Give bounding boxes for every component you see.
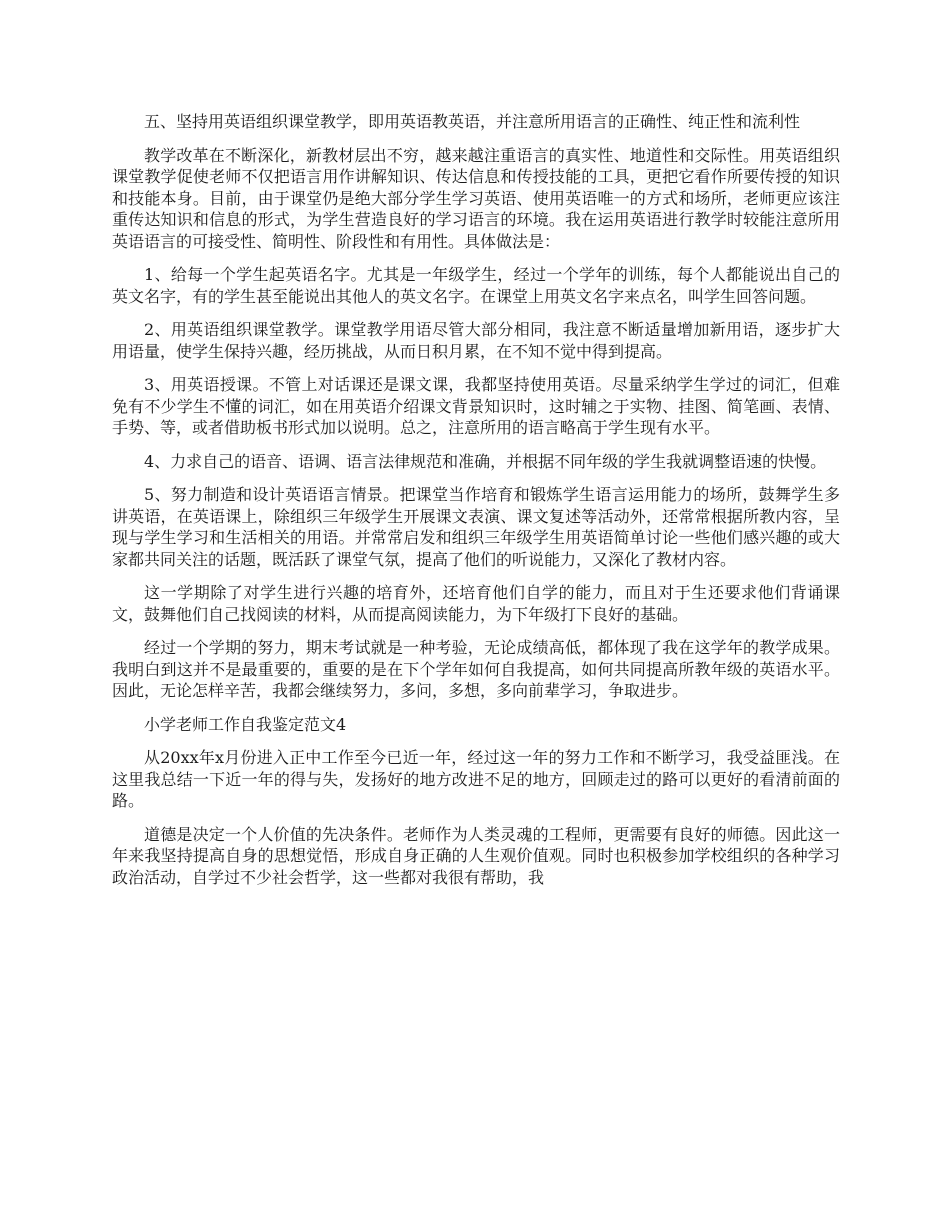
article-title-4: 小学老师工作自我鉴定范文4 [144,714,347,734]
paragraph-exam-results: 经过一个学期的努力，期末考试就是一种考验，无论成绩高低，都体现了我在这学年的教学成果。我明白到这并不是最重要的，重要的是在下个学年如何自我提高，如何共同提高所教年级的英语水平。因此，无论怎样辛苦，我都会继续努力，多问，多想，多向前辈学习，争取进步。 [112,638,840,700]
document-page [112,111,840,900]
paragraph-teaching-reform: 教学改革在不断深化，新教材层出不穷，越来越注重语言的真实性、地道性和交际性。用英语组织课堂教学促使老师不仅把语言用作讲解知识、传达信息和传授技能的工具，更把它看作所要传授的知识和技能本身。目前，由于课堂仍是绝大部分学生学习英语、使用英语唯一的方式和场所，老师更应该注重传达知识和信息的形式，为学生营造良好的学习语言的环境。我在运用英语进行教学时较能注意所用英语语言的可接受性、简明性、阶段性和有用性。具体做法是： [112,145,840,251]
paragraph-item-1: 1、给每一个学生起英语名字。尤其是一年级学生，经过一个学年的训练，每个人都能说出自己的英文名字，有的学生甚至能说出其他人的英文名字。在课堂上用英文名字来点名，叫学生回答问题。 [112,265,840,306]
paragraph-semester-summary: 这一学期除了对学生进行兴趣的培育外，还培育他们自学的能力，而且对于生还要求他们背诵课文，鼓舞他们自己找阅读的材料，从而提高阅读能力，为下年级打下良好的基础。 [112,583,840,624]
paragraph-item-4: 4、力求自己的语音、语调、语言法律规范和准确，并根据不同年级的学生我就调整语速的快慢。 [144,451,827,471]
section-heading-five: 五、坚持用英语组织课堂教学，即用英语教英语，并注意所用语言的正确性、纯正性和流利性 [144,112,801,131]
paragraph-morality: 道德是决定一个人价值的先决条件。老师作为人类灵魂的工程师，更需要有良好的师德。因此这一年来我坚持提高自身的思想觉悟，形成自身正确的人生观价值观。同时也积极参加学校组织的各种学习政治活动，自学过不少社会哲学，这一些都对我很有帮助，我 [112,824,840,887]
paragraph-one-year-review: 从20xx年x月份进入正中工作至今已近一年，经过这一年的努力工作和不断学习，我受益匪浅。在这里我总结一下近一年的得与失，发扬好的地方改进不足的地方，回顾走过的路可以更好的看清前面的路。 [112,748,840,810]
paragraph-item-2: 2、用英语组织课堂教学。课堂教学用语尽管大部分相同，我注意不断适量增加新用语，逐步扩大用语量，使学生保持兴趣，经历挑战，从而日积月累，在不知不觉中得到提高。 [112,320,840,361]
paragraph-item-5: 5、努力制造和设计英语语言情景。把课堂当作培育和锻炼学生语言运用能力的场所，鼓舞学生多讲英语，在英语课上，除组织三年级学生开展课文表演、课文复述等活动外，还常常根据所教内容，呈现与学生学习和生活相关的用语。并常常启发和组织三年级学生用英语简单讨论一些他们感兴趣的或大家都共同关注的话题，既活跃了课堂气氛，提高了他们的听说能力，又深化了教材内容。 [112,485,840,569]
paragraph-item-3: 3、用英语授课。不管上对话课还是课文课，我都坚持使用英语。尽量采纳学生学过的词汇，但难免有不少学生不懂的词汇，如在用英语介绍课文背景知识时，这时辅之于实物、挂图、简笔画、表情、手势、等，或者借助板书形式加以说明。总之，注意所用的语言略高于学生现有水平。 [112,375,840,437]
